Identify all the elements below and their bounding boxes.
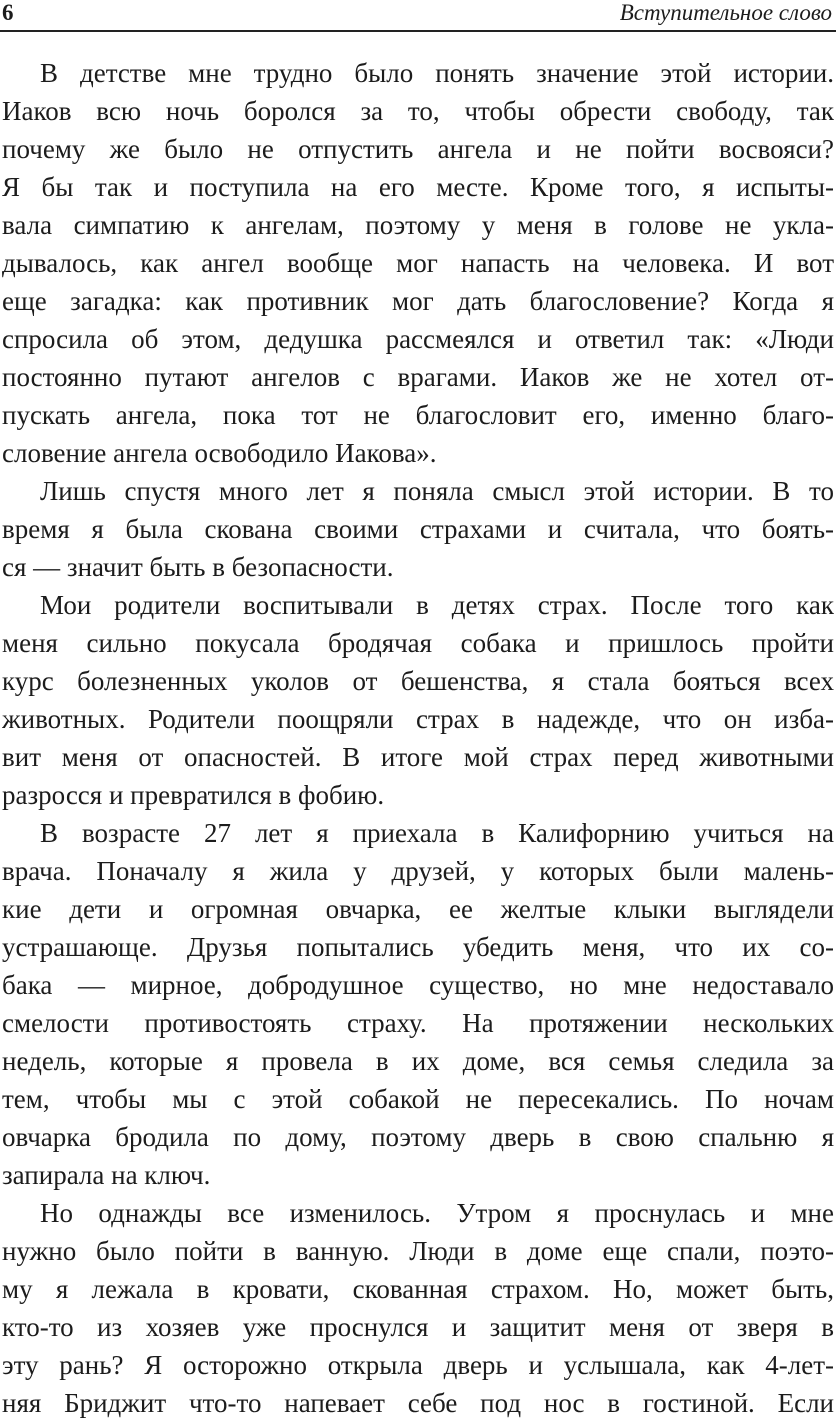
page-number: 6 — [2, 0, 14, 25]
text-line: В детстве мне трудно было понять значение этой истории. — [40, 58, 834, 88]
text-line: кие дети и огромная овчарка, ее желтые клыки выглядели — [2, 894, 834, 924]
text-line: вит меня от опасностей. В итоге мой страх перед животными — [2, 742, 834, 772]
text-line: врача. Поначалу я жила у друзей, у которых были малень- — [2, 856, 834, 886]
text-line: время я была скована своими страхами и считала, что боять- — [2, 514, 834, 544]
text-line: Я бы так и поступила на его месте. Кроме того, я испыты- — [2, 172, 834, 202]
running-header — [0, 0, 836, 32]
text-line: постоянно путают ангелов с врагами. Иаков же не хотел от- — [2, 362, 834, 392]
text-line: пускать ангела, пока тот не благословит его, именно благо- — [2, 400, 834, 430]
text-line: меня сильно покусала бродячая собака и пришлось пройти — [2, 628, 834, 658]
text-line: тем, чтобы мы с этой собакой не пересекались. По ночам — [2, 1084, 834, 1114]
text-line: му я лежала в кровати, скованная страхом. Но, может быть, — [2, 1274, 834, 1304]
text-line: Мои родители воспитывали в детях страх. После того как — [40, 590, 834, 620]
text-line: спросила об этом, дедушка рассмеялся и ответил так: «Люди — [2, 324, 834, 354]
text-line: еще загадка: как противник мог дать благословение? Когда я — [2, 286, 834, 316]
text-line: няя Бриджит что-то напевает себе под нос в гостиной. Если — [2, 1388, 834, 1418]
text-line: недель, которые я провела в их доме, вся семья следила за — [2, 1046, 834, 1076]
text-line: эту рань? Я осторожно открыла дверь и услышала, как 4-лет- — [2, 1350, 834, 1380]
body-text — [2, 54, 834, 1422]
text-line: животных. Родители поощряли страх в надежде, что он изба- — [2, 704, 834, 734]
text-line: вала симпатию к ангелам, поэтому у меня в голове не укла- — [2, 210, 834, 240]
text-line: устрашающе. Друзья попытались убедить меня, что их со- — [2, 932, 834, 962]
text-line: ся — значит быть в безопасности. — [2, 552, 394, 582]
text-line: Иаков всю ночь боролся за то, чтобы обрести свободу, так — [2, 96, 834, 126]
text-line: Лишь спустя много лет я поняла смысл этой истории. В то — [40, 476, 834, 506]
text-line: запирала на ключ. — [2, 1160, 211, 1190]
text-line: кто-то из хозяев уже проснулся и защитит меня от зверя в — [2, 1312, 834, 1342]
text-line: почему же было не отпустить ангела и не пойти восвояси? — [2, 134, 834, 164]
text-line: курс болезненных уколов от бешенства, я стала бояться всех — [2, 666, 834, 696]
text-line: Но однажды все изменилось. Утром я проснулась и мне — [40, 1198, 834, 1228]
text-line: нужно было пойти в ванную. Люди в доме еще спали, поэто- — [2, 1236, 834, 1266]
text-line: овчарка бродила по дому, поэтому дверь в свою спальню я — [2, 1122, 834, 1152]
text-line: В возрасте 27 лет я приехала в Калифорнию учиться на — [40, 818, 834, 848]
text-line: дывалось, как ангел вообще мог напасть на человека. И вот — [2, 248, 834, 278]
running-title: Вступительное слово — [619, 0, 832, 25]
text-line: разросся и превратился в фобию. — [2, 780, 385, 810]
text-line: смелости противостоять страху. На протяжении нескольких — [2, 1008, 834, 1038]
text-line: словение ангела освободило Иакова». — [2, 438, 437, 468]
text-line: бака — мирное, добродушное существо, но мне недоставало — [2, 970, 834, 1000]
